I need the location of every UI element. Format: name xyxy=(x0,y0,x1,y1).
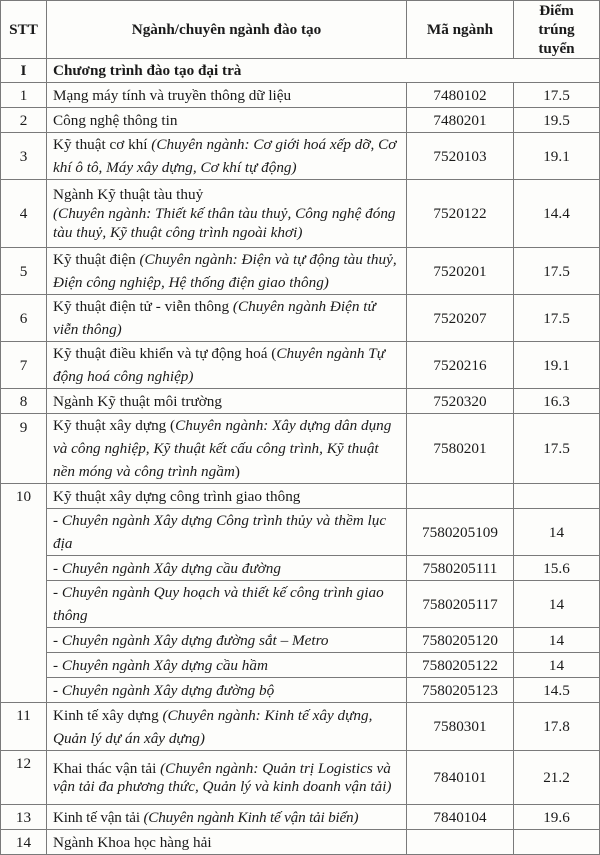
specialization-name: - Chuyên ngành Xây dựng đường bộ xyxy=(47,678,407,703)
program-specializations: (Chuyên ngành: Kinh tế xây dựng, Quản lý dự án xây dựng) xyxy=(53,706,373,747)
row-score: 16.3 xyxy=(514,389,600,414)
row-stt: 4 xyxy=(1,180,47,248)
row-stt: 3 xyxy=(1,133,47,180)
sub-row xyxy=(1,678,600,703)
row-score: 17.5 xyxy=(514,248,600,295)
row-stt: 2 xyxy=(1,108,47,133)
specialization-name: - Chuyên ngành Xây dựng Công trình thủy và thềm lục địa xyxy=(47,509,407,556)
row-score: 19.5 xyxy=(514,108,600,133)
row-stt: 1 xyxy=(1,83,47,108)
specialization-name: - Chuyên ngành Xây dựng cầu hầm xyxy=(47,653,407,678)
row-program-code: 7840104 xyxy=(407,805,514,830)
program-name: Kinh tế xây dựng xyxy=(53,706,163,724)
table-row xyxy=(1,830,600,855)
program-name: Kỹ thuật cơ khí xyxy=(53,136,152,153)
specialization-score: 14 xyxy=(514,581,600,628)
table-row xyxy=(1,342,600,389)
specialization-score: 14 xyxy=(514,653,600,678)
header-admission-score: Điểm trúng tuyển xyxy=(514,1,600,59)
row-stt: 10 xyxy=(1,484,47,703)
program-name-tail: ) xyxy=(234,463,240,480)
specialization-name: - Chuyên ngành Xây dựng cầu đường xyxy=(47,556,407,581)
row-program-code: 7520207 xyxy=(407,295,514,342)
program-name: Kỹ thuật điện tử - viễn thông xyxy=(53,298,233,315)
program-name: Khai thác vận tải xyxy=(53,760,161,777)
specialization-name: - Chuyên ngành Xây dựng đường sắt – Metro xyxy=(47,628,407,653)
sub-row xyxy=(1,653,600,678)
program-name: Kỹ thuật xây dựng ( xyxy=(53,417,176,434)
row-stt: 7 xyxy=(1,342,47,389)
row-program-name xyxy=(47,484,407,509)
table-row xyxy=(1,248,600,295)
program-name: Mạng máy tính và truyền thông dữ liệu xyxy=(53,86,292,104)
sub-row xyxy=(1,509,600,556)
row-stt: 12 xyxy=(1,751,47,805)
header-stt: STT xyxy=(1,1,47,59)
program-specializations: (Chuyên ngành: Thiết kế thân tàu thuỷ, Công nghệ đóng tàu thuỷ, Kỹ thuật công trình ngoài khơi) xyxy=(53,205,396,241)
specialization-score: 15.6 xyxy=(514,556,600,581)
table-row xyxy=(1,805,600,830)
program-specializations: (Chuyên ngành: Điện và tự động tàu thuỷ, Điện công nghiệp, Hệ thống điện giao thông) xyxy=(53,251,397,291)
table-row xyxy=(1,133,600,180)
row-program-code: 7480201 xyxy=(407,108,514,133)
row-program-code: 7580201 xyxy=(407,414,514,484)
row-program-name xyxy=(47,389,407,414)
program-specializations: (Chuyên ngành Kinh tế vận tải biển) xyxy=(143,808,359,826)
row-program-name xyxy=(47,108,407,133)
table-row xyxy=(1,703,600,751)
table-row xyxy=(1,484,600,509)
row-stt: 11 xyxy=(1,703,47,751)
row-program-name xyxy=(47,414,407,484)
specialization-code: 7580205120 xyxy=(407,628,514,653)
specialization-score: 14 xyxy=(514,509,600,556)
program-name: Kỹ thuật điều khiển và tự động hoá ( xyxy=(53,345,277,362)
header-program-code: Mã ngành xyxy=(407,1,514,59)
section-title: Chương trình đào tạo đại trà xyxy=(47,59,600,83)
row-score: 17.5 xyxy=(514,414,600,484)
row-program-code: 7840101 xyxy=(407,751,514,805)
sub-row xyxy=(1,556,600,581)
row-program-name xyxy=(47,830,407,855)
program-name: Ngành Kỹ thuật tàu thuỷ xyxy=(53,186,204,203)
row-program-name xyxy=(47,703,407,751)
row-score: 17.5 xyxy=(514,83,600,108)
specialization-name: - Chuyên ngành Quy hoạch và thiết kế công trình giao thông xyxy=(47,581,407,628)
table-row xyxy=(1,389,600,414)
row-score xyxy=(514,830,600,855)
table-row xyxy=(1,414,600,484)
row-score: 19.6 xyxy=(514,805,600,830)
row-program-code: 7520122 xyxy=(407,180,514,248)
row-score: 14.4 xyxy=(514,180,600,248)
specialization-score: 14.5 xyxy=(514,678,600,703)
row-program-name xyxy=(47,805,407,830)
program-name: Kinh tế vận tải xyxy=(53,808,144,826)
program-name: Ngành Khoa học hàng hải xyxy=(53,833,212,851)
row-program-code: 7580301 xyxy=(407,703,514,751)
row-stt: 8 xyxy=(1,389,47,414)
row-program-code: 7520216 xyxy=(407,342,514,389)
section-row xyxy=(1,59,600,83)
row-program-code xyxy=(407,830,514,855)
row-program-code xyxy=(407,484,514,509)
program-name: Ngành Kỹ thuật môi trường xyxy=(53,392,222,410)
row-score: 17.5 xyxy=(514,295,600,342)
program-specializations: (Chuyên ngành: Quản trị Logistics và vận tải đa phương thức, Quản lý và kinh doanh vận tải) xyxy=(53,760,392,795)
section-number: I xyxy=(1,59,47,83)
row-program-code: 7520320 xyxy=(407,389,514,414)
row-stt: 13 xyxy=(1,805,47,830)
header-row xyxy=(1,1,600,59)
table-row xyxy=(1,295,600,342)
header-program-name: Ngành/chuyên ngành đào tạo xyxy=(47,1,407,59)
row-program-name xyxy=(47,180,407,248)
program-specializations: Chuyên ngành: Xây dựng dân dụng và công nghiệp, Kỹ thuật kết cấu công trình, Kỹ thuật nền móng và công trình ngầm xyxy=(53,417,392,480)
specialization-code: 7580205122 xyxy=(407,653,514,678)
program-specializations: (Chuyên ngành Điện tử viễn thông) xyxy=(53,298,376,338)
row-program-code: 7520103 xyxy=(407,133,514,180)
row-program-name xyxy=(47,133,407,180)
program-name: Công nghệ thông tin xyxy=(53,111,178,129)
sub-row xyxy=(1,628,600,653)
program-name: Kỹ thuật điện xyxy=(53,251,140,268)
specialization-code: 7580205117 xyxy=(407,581,514,628)
row-program-name xyxy=(47,342,407,389)
program-name: Kỹ thuật xây dựng công trình giao thông xyxy=(53,487,301,505)
row-score: 19.1 xyxy=(514,133,600,180)
row-score xyxy=(514,484,600,509)
program-specializations: (Chuyên ngành: Cơ giới hoá xếp dỡ, Cơ khí ô tô, Máy xây dựng, Cơ khí tự động) xyxy=(53,136,397,176)
sub-row xyxy=(1,581,600,628)
row-program-name xyxy=(47,248,407,295)
row-program-code: 7520201 xyxy=(407,248,514,295)
row-stt: 14 xyxy=(1,830,47,855)
table-row xyxy=(1,751,600,805)
row-score: 21.2 xyxy=(514,751,600,805)
row-score: 17.8 xyxy=(514,703,600,751)
row-stt: 9 xyxy=(1,414,47,484)
specialization-score: 14 xyxy=(514,628,600,653)
row-stt: 6 xyxy=(1,295,47,342)
row-program-code: 7480102 xyxy=(407,83,514,108)
program-specializations: Chuyên ngành Tự động hoá công nghiệp) xyxy=(53,345,386,385)
specialization-code: 7580205111 xyxy=(407,556,514,581)
table-row xyxy=(1,83,600,108)
row-program-name xyxy=(47,83,407,108)
specialization-code: 7580205109 xyxy=(407,509,514,556)
row-program-name xyxy=(47,295,407,342)
table-row xyxy=(1,108,600,133)
row-program-name xyxy=(47,751,407,805)
table-row xyxy=(1,180,600,248)
row-score: 19.1 xyxy=(514,342,600,389)
row-stt: 5 xyxy=(1,248,47,295)
specialization-code: 7580205123 xyxy=(407,678,514,703)
